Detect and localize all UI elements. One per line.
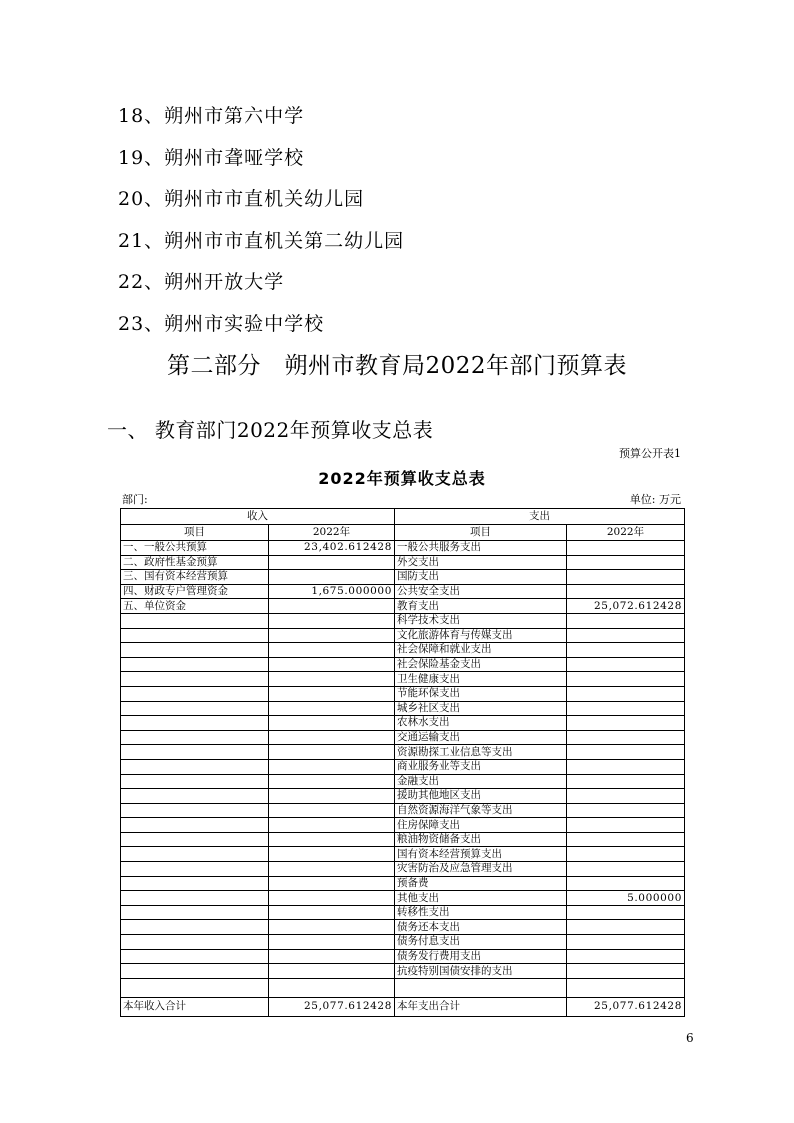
income-value-cell [269,730,395,745]
expense-value-cell [567,686,685,701]
list-item: 18、朔州市第六中学 [118,105,305,127]
income-value-cell [269,643,395,658]
expense-item-cell: 交通运输支出 [395,730,567,745]
income-item-cell: 五、单位资金 [121,599,269,614]
income-item-header: 项目 [121,525,269,541]
table-row [121,862,685,877]
expense-value-cell [567,964,685,979]
expense-item-cell: 社会保险基金支出 [395,657,567,672]
expense-value-cell [567,905,685,920]
total-expense-value: 25,077.612428 [567,997,685,1016]
expense-item-cell: 债务付息支出 [395,935,567,950]
expense-item-cell: 国防支出 [395,570,567,585]
income-item-cell [121,745,269,760]
income-item-cell: 三、国有资本经营预算 [121,570,269,585]
income-item-cell: 四、财政专户管理资金 [121,584,269,599]
table-row [121,789,685,804]
income-item-cell [121,789,269,804]
budget-table-body [121,541,685,979]
expense-item-cell: 科学技术支出 [395,613,567,628]
table-row [121,759,685,774]
income-value-cell [269,920,395,935]
income-value-cell [269,599,395,614]
income-value-cell [269,716,395,731]
table-row [121,745,685,760]
income-item-cell [121,891,269,906]
expense-item-header: 项目 [395,525,567,541]
total-income-value: 25,077.612428 [269,997,395,1016]
expense-item-cell: 粮油物资储备支出 [395,832,567,847]
income-item-cell: 二、政府性基金预算 [121,555,269,570]
unit-label: 单位: 万元 [629,493,681,506]
income-value-cell [269,686,395,701]
expense-item-cell: 住房保障支出 [395,818,567,833]
income-year-header: 2022年 [269,525,395,541]
expense-value-cell [567,920,685,935]
expense-value-cell [567,643,685,658]
table-row [121,847,685,862]
expense-value-cell [567,657,685,672]
expense-item-cell: 转移性支出 [395,905,567,920]
expense-value-cell [567,628,685,643]
table-row [121,935,685,950]
income-item-cell [121,949,269,964]
total-income-label: 本年收入合计 [121,997,269,1016]
income-item-cell [121,657,269,672]
expense-value-cell [567,701,685,716]
income-value-cell [269,832,395,847]
expense-value-cell [567,818,685,833]
expense-value-cell [567,789,685,804]
income-value-cell [269,847,395,862]
table-row [121,774,685,789]
part-title: 第二部分 朔州市教育局2022年部门预算表 [166,353,628,379]
table-spacer-row [121,978,685,997]
income-value-cell [269,949,395,964]
expense-value-cell [567,672,685,687]
expense-value-cell [567,759,685,774]
expense-group-header: 支出 [395,509,685,525]
expense-value-cell [567,584,685,599]
expense-item-cell: 债务发行费用支出 [395,949,567,964]
expense-item-cell: 预备费 [395,876,567,891]
income-item-cell [121,686,269,701]
expense-item-cell: 援助其他地区支出 [395,789,567,804]
expense-item-cell: 外交支出 [395,555,567,570]
expense-item-cell: 金融支出 [395,774,567,789]
expense-value-cell [567,832,685,847]
income-value-cell [269,876,395,891]
income-item-cell: 一、一般公共预算 [121,541,269,556]
list-item: 22、朔州开放大学 [118,271,285,294]
table-row [121,643,685,658]
budget-table [120,508,685,1017]
expense-value-cell [567,613,685,628]
income-item-cell [121,818,269,833]
income-value-cell [269,570,395,585]
table-row [121,964,685,979]
income-value-cell: 23,402.612428 [269,541,395,556]
list-item: 19、朔州市聋哑学校 [118,146,305,169]
income-value-cell [269,789,395,804]
income-value-cell [269,803,395,818]
expense-value-cell [567,570,685,585]
expense-item-cell: 农林水支出 [395,716,567,731]
table-row [121,613,685,628]
expense-value-cell [567,862,685,877]
expense-item-cell: 债务还本支出 [395,920,567,935]
income-item-cell [121,803,269,818]
expense-item-cell: 文化旅游体育与传媒支出 [395,628,567,643]
table-row [121,949,685,964]
table-row [121,891,685,906]
table-row [121,701,685,716]
income-item-cell [121,716,269,731]
expense-value-cell [567,541,685,556]
expense-value-cell: 5.000000 [567,891,685,906]
expense-item-cell: 公共安全支出 [395,584,567,599]
income-value-cell [269,818,395,833]
expense-value-cell [567,847,685,862]
income-item-cell [121,643,269,658]
expense-item-cell: 社会保障和就业支出 [395,643,567,658]
expense-item-cell: 教育支出 [395,599,567,614]
income-group-header: 收入 [121,509,395,525]
total-row [121,997,685,1016]
table-row [121,686,685,701]
table-row [121,599,685,614]
expense-value-cell [567,716,685,731]
income-item-cell [121,832,269,847]
expense-value-cell [567,803,685,818]
income-value-cell [269,628,395,643]
expense-value-cell [567,949,685,964]
expense-item-cell: 国有资本经营预算支出 [395,847,567,862]
income-value-cell [269,759,395,774]
expense-item-cell: 卫生健康支出 [395,672,567,687]
expense-value-cell [567,730,685,745]
income-item-cell [121,730,269,745]
group-header-row [121,509,685,525]
table-row [121,672,685,687]
expense-item-cell: 商业服务业等支出 [395,759,567,774]
table-row [121,832,685,847]
table-row [121,628,685,643]
income-value-cell [269,964,395,979]
table-row [121,920,685,935]
table-title: 2022年预算收支总表 [318,469,486,488]
table-row [121,876,685,891]
expense-item-cell: 资源勘探工业信息等支出 [395,745,567,760]
table-row [121,818,685,833]
income-value-cell [269,905,395,920]
income-value-cell [269,891,395,906]
income-value-cell [269,555,395,570]
table-row [121,716,685,731]
income-value-cell [269,613,395,628]
income-item-cell [121,876,269,891]
section-title: 一、 教育部门2022年预算收支总表 [107,418,434,442]
unit-list [118,100,404,350]
expense-item-cell: 其他支出 [395,891,567,906]
list-item: 23、朔州市实验中学校 [118,312,325,335]
income-value-cell [269,935,395,950]
expense-value-cell [567,935,685,950]
table-row [121,555,685,570]
expense-value-cell [567,876,685,891]
table-row [121,803,685,818]
expense-item-cell: 灾害防治及应急管理支出 [395,862,567,877]
income-value-cell: 1,675.000000 [269,584,395,599]
income-item-cell [121,862,269,877]
income-value-cell [269,672,395,687]
income-item-cell [121,935,269,950]
income-item-cell [121,628,269,643]
income-value-cell [269,657,395,672]
expense-item-cell: 自然资源海洋气象等支出 [395,803,567,818]
table-row [121,657,685,672]
income-item-cell [121,774,269,789]
department-label: 部门: [122,493,148,506]
expense-year-header: 2022年 [567,525,685,541]
income-item-cell [121,905,269,920]
list-item: 20、朔州市市直机关幼儿园 [118,188,365,211]
income-item-cell [121,759,269,774]
table-row [121,730,685,745]
expense-value-cell [567,774,685,789]
list-item: 21、朔州市市直机关第二幼儿园 [118,229,405,252]
column-header-row [121,525,685,541]
income-value-cell [269,701,395,716]
expense-item-cell: 一般公共服务支出 [395,541,567,556]
expense-item-cell: 城乡社区支出 [395,701,567,716]
income-item-cell [121,920,269,935]
expense-item-cell: 节能环保支出 [395,686,567,701]
expense-item-cell: 抗疫特别国债安排的支出 [395,964,567,979]
income-value-cell [269,862,395,877]
income-value-cell [269,745,395,760]
page-number: 6 [686,1031,694,1045]
income-value-cell [269,774,395,789]
expense-value-cell [567,555,685,570]
income-item-cell [121,964,269,979]
income-item-cell [121,701,269,716]
table-row [121,584,685,599]
income-item-cell [121,672,269,687]
table-row [121,541,685,556]
table-row [121,905,685,920]
income-item-cell [121,613,269,628]
table-row [121,570,685,585]
income-item-cell [121,847,269,862]
total-expense-label: 本年支出合计 [395,997,567,1016]
expense-value-cell: 25,072.612428 [567,599,685,614]
table-reference: 预算公开表1 [619,447,681,460]
expense-value-cell [567,745,685,760]
